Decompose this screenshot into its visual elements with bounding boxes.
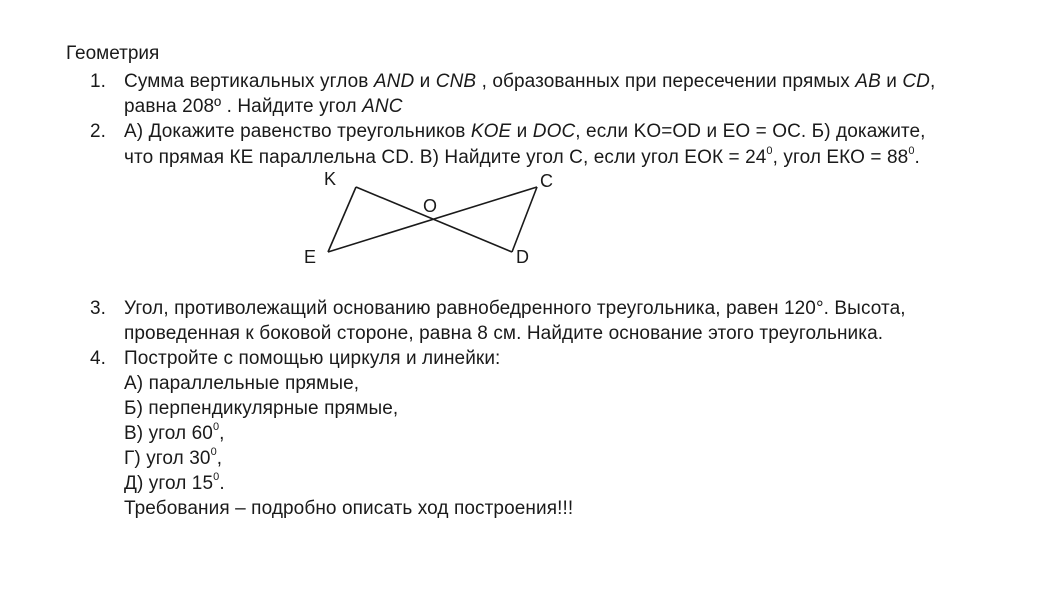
problem-1-line-2: равна 208º . Найдите угол ANC (124, 96, 403, 117)
label-d: D (516, 247, 529, 267)
page-title: Геометрия (66, 43, 160, 64)
problem-3-line-2: проведенная к боковой стороне, равна 8 см. Найдите основание этого треугольника. (124, 323, 884, 344)
label-k: K (324, 169, 337, 189)
problem-4-line-2: А) параллельные прямые, (124, 373, 360, 394)
problem-4-line-7: Требования – подробно описать ход построения!!! (124, 498, 574, 519)
problem-2-line-1: А) Докажите равенство треугольников KOE и DOC, если KO=OD и EO = OC. Б) докажите, (124, 121, 926, 142)
label-e: E (304, 247, 317, 267)
problem-3-line-1: Угол, противолежащий основанию равнобедренного треугольника, равен 120°. Высота, (124, 298, 906, 319)
problem-4-line-6: Д) угол $15^0$. (124, 471, 225, 494)
segment-cd (512, 187, 537, 252)
segment-ke (328, 187, 356, 252)
problem-1-line-1: Сумма вертикальных углов AND и CNB , образованных при пересечении прямых AB и CD, (124, 71, 936, 92)
problem-3-number: 3. (90, 298, 106, 319)
problem-4-number: 4. (90, 348, 106, 369)
label-c: C (540, 171, 553, 191)
problem-4-line-3: Б) перпендикулярные прямые, (124, 398, 399, 419)
problem-1-number: 1. (90, 71, 106, 92)
problem-4-line-4: В) угол $60^0$, (124, 421, 225, 444)
problem-4-line-5: Г) угол $30^0$, (124, 446, 223, 469)
problem-2-line-2: что прямая КЕ параллельна CD. В) Найдите угол С, если угол ЕОК = $24^0$, угол ЕКО = $88^0$. (124, 145, 920, 168)
problem-4-line-1: Постройте с помощью циркуля и линейки: (124, 348, 501, 369)
triangles-figure (300, 165, 553, 270)
label-o: O (423, 196, 438, 216)
problem-2-number: 2. (90, 121, 106, 142)
